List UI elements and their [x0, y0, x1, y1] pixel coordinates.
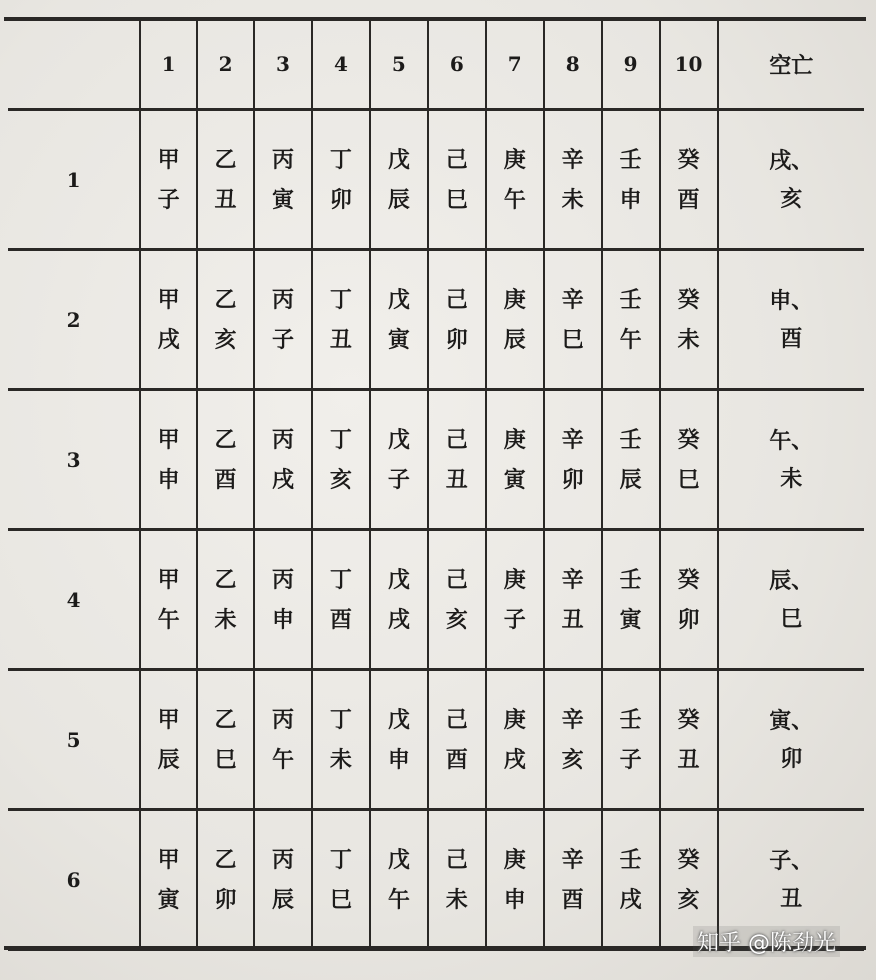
table-row: [8, 110, 864, 250]
earthly-branch: 寅: [619, 606, 642, 633]
earthly-branch: 辰: [271, 886, 294, 913]
jiazi-cell: [428, 670, 486, 810]
kongwang-branch: 卯: [780, 745, 803, 772]
jiazi-cell: [602, 110, 660, 250]
earthly-branch: 辰: [157, 746, 180, 773]
earthly-branch: 亥: [329, 466, 352, 493]
jiazi-cell: [312, 530, 370, 670]
jiazi-cell: [140, 390, 197, 530]
earthly-branch: 亥: [445, 606, 468, 633]
jiazi-cell: [660, 250, 718, 390]
jiazi-cell: [140, 530, 197, 670]
column-header: 6: [428, 20, 486, 110]
column-header: 7: [486, 20, 544, 110]
jiazi-cell: [140, 110, 197, 250]
heavenly-stem: 甲: [157, 846, 180, 873]
kongwang-branch: 子、: [769, 847, 814, 874]
jiazi-cell: [544, 250, 602, 390]
earthly-branch: 卯: [214, 886, 237, 913]
heavenly-stem: 戊: [387, 846, 410, 873]
heavenly-stem: 丙: [271, 426, 294, 453]
earthly-branch: 午: [503, 186, 526, 213]
kongwang-branch: 午、: [769, 427, 814, 454]
jiazi-cell: [370, 110, 428, 250]
jiazi-cell: [544, 110, 602, 250]
row-number: 4: [8, 530, 140, 670]
heavenly-stem: 辛: [561, 426, 584, 453]
jiazi-cell: [370, 390, 428, 530]
heavenly-stem: 甲: [157, 566, 180, 593]
earthly-branch: 戌: [503, 746, 526, 773]
heavenly-stem: 庚: [503, 426, 526, 453]
jiazi-cell: [544, 530, 602, 670]
heavenly-stem: 乙: [214, 566, 237, 593]
jiazi-cell: [254, 530, 312, 670]
jiazi-cell: [254, 810, 312, 950]
heavenly-stem: 丙: [271, 566, 294, 593]
heavenly-stem: 丙: [271, 146, 294, 173]
earthly-branch: 巳: [329, 886, 352, 913]
heavenly-stem: 庚: [503, 286, 526, 313]
jiazi-cell: [602, 670, 660, 810]
heavenly-stem: 丁: [329, 706, 352, 733]
earthly-branch: 申: [503, 886, 526, 913]
jiazi-cell: [486, 390, 544, 530]
jiazi-cell: [370, 810, 428, 950]
earthly-branch: 巳: [445, 186, 468, 213]
kongwang-cell: [718, 530, 865, 670]
jiazi-cell: [312, 110, 370, 250]
row-number: 2: [8, 250, 140, 390]
jiazi-cell: [544, 390, 602, 530]
jiazi-cell: [197, 810, 254, 950]
heavenly-stem: 己: [445, 426, 468, 453]
heavenly-stem: 丙: [271, 286, 294, 313]
heavenly-stem: 戊: [387, 426, 410, 453]
earthly-branch: 午: [619, 326, 642, 353]
jiazi-cell: [312, 250, 370, 390]
kongwang-header: 空亡: [718, 20, 865, 110]
heavenly-stem: 癸: [677, 146, 700, 173]
heavenly-stem: 丁: [329, 566, 352, 593]
column-header: 8: [544, 20, 602, 110]
jiazi-cell: [602, 250, 660, 390]
heavenly-stem: 辛: [561, 146, 584, 173]
heavenly-stem: 甲: [157, 426, 180, 453]
kongwang-branch: 巳: [780, 605, 803, 632]
jiazi-cell: [602, 390, 660, 530]
earthly-branch: 丑: [214, 186, 237, 213]
jiazi-cell: [140, 250, 197, 390]
jiazi-cell: [370, 250, 428, 390]
heavenly-stem: 丁: [329, 426, 352, 453]
jiazi-cell: [602, 810, 660, 950]
row-number: 6: [8, 810, 140, 950]
earthly-branch: 巳: [214, 746, 237, 773]
jiazi-cell: [428, 810, 486, 950]
column-header: 10: [660, 20, 718, 110]
earthly-branch: 申: [157, 466, 180, 493]
earthly-branch: 卯: [561, 466, 584, 493]
earthly-branch: 午: [157, 606, 180, 633]
jiazi-cell: [197, 390, 254, 530]
heavenly-stem: 戊: [387, 286, 410, 313]
heavenly-stem: 癸: [677, 286, 700, 313]
heavenly-stem: 壬: [619, 286, 642, 313]
earthly-branch: 未: [561, 186, 584, 213]
jiazi-cell: [486, 530, 544, 670]
kongwang-cell: [718, 250, 865, 390]
earthly-branch: 午: [271, 746, 294, 773]
heavenly-stem: 甲: [157, 286, 180, 313]
earthly-branch: 辰: [503, 326, 526, 353]
heavenly-stem: 己: [445, 846, 468, 873]
row-number: 1: [8, 110, 140, 250]
heavenly-stem: 丁: [329, 146, 352, 173]
earthly-branch: 丑: [329, 326, 352, 353]
earthly-branch: 寅: [157, 886, 180, 913]
kongwang-branch: 寅、: [769, 707, 814, 734]
kongwang-branch: 亥: [780, 185, 803, 212]
heavenly-stem: 壬: [619, 846, 642, 873]
jiazi-cell: [197, 530, 254, 670]
earthly-branch: 寅: [271, 186, 294, 213]
heavenly-stem: 丙: [271, 846, 294, 873]
jiazi-cell: [660, 530, 718, 670]
heavenly-stem: 戊: [387, 146, 410, 173]
earthly-branch: 亥: [214, 326, 237, 353]
earthly-branch: 酉: [214, 466, 237, 493]
column-header: 1: [140, 20, 197, 110]
earthly-branch: 辰: [619, 466, 642, 493]
heavenly-stem: 乙: [214, 706, 237, 733]
earthly-branch: 酉: [445, 746, 468, 773]
earthly-branch: 申: [619, 186, 642, 213]
jiazi-cell: [428, 390, 486, 530]
earthly-branch: 亥: [561, 746, 584, 773]
kongwang-branch: 辰、: [769, 567, 814, 594]
jiazi-cell: [486, 250, 544, 390]
kongwang-branch: 申、: [769, 287, 814, 314]
kongwang-cell: [718, 670, 865, 810]
table-row: [8, 390, 864, 530]
earthly-branch: 寅: [503, 466, 526, 493]
earthly-branch: 丑: [677, 746, 700, 773]
kongwang-cell: [718, 110, 865, 250]
earthly-branch: 酉: [329, 606, 352, 633]
earthly-branch: 丑: [561, 606, 584, 633]
jiazi-cell: [486, 810, 544, 950]
table-row: [8, 250, 864, 390]
jiazi-cell: [254, 110, 312, 250]
column-header: 5: [370, 20, 428, 110]
jiazi-cell: [660, 390, 718, 530]
earthly-branch: 巳: [561, 326, 584, 353]
heavenly-stem: 庚: [503, 706, 526, 733]
heavenly-stem: 癸: [677, 566, 700, 593]
heavenly-stem: 乙: [214, 426, 237, 453]
earthly-branch: 丑: [445, 466, 468, 493]
jiazi-cell: [312, 810, 370, 950]
earthly-branch: 未: [445, 886, 468, 913]
heavenly-stem: 庚: [503, 846, 526, 873]
watermark: 知乎 @陈劲光: [693, 926, 840, 957]
earthly-branch: 亥: [677, 886, 700, 913]
heavenly-stem: 己: [445, 566, 468, 593]
heavenly-stem: 甲: [157, 706, 180, 733]
heavenly-stem: 辛: [561, 846, 584, 873]
earthly-branch: 子: [271, 326, 294, 353]
row-number: 5: [8, 670, 140, 810]
column-header: 9: [602, 20, 660, 110]
heavenly-stem: 辛: [561, 566, 584, 593]
heavenly-stem: 庚: [503, 146, 526, 173]
heavenly-stem: 辛: [561, 286, 584, 313]
heavenly-stem: 壬: [619, 146, 642, 173]
table-row: [8, 530, 864, 670]
heavenly-stem: 甲: [157, 146, 180, 173]
earthly-branch: 未: [677, 326, 700, 353]
jiazi-cell: [486, 670, 544, 810]
earthly-branch: 子: [387, 466, 410, 493]
jiazi-cell: [602, 530, 660, 670]
jiazi-cell: [660, 110, 718, 250]
kongwang-branch: 酉: [780, 325, 803, 352]
earthly-branch: 卯: [445, 326, 468, 353]
row-number: 3: [8, 390, 140, 530]
heavenly-stem: 癸: [677, 846, 700, 873]
jiazi-cell: [254, 670, 312, 810]
jiazi-cell: [370, 530, 428, 670]
heavenly-stem: 己: [445, 146, 468, 173]
heavenly-stem: 丙: [271, 706, 294, 733]
kongwang-branch: 丑: [780, 885, 803, 912]
heavenly-stem: 戊: [387, 706, 410, 733]
heavenly-stem: 乙: [214, 846, 237, 873]
earthly-branch: 未: [214, 606, 237, 633]
earthly-branch: 卯: [329, 186, 352, 213]
jiazi-cell: [544, 810, 602, 950]
earthly-branch: 巳: [677, 466, 700, 493]
earthly-branch: 戌: [271, 466, 294, 493]
heavenly-stem: 己: [445, 706, 468, 733]
heavenly-stem: 壬: [619, 706, 642, 733]
column-header: 3: [254, 20, 312, 110]
jiazi-cell: [312, 670, 370, 810]
corner-cell: [8, 20, 140, 110]
heavenly-stem: 丁: [329, 286, 352, 313]
earthly-branch: 申: [387, 746, 410, 773]
earthly-branch: 酉: [677, 186, 700, 213]
column-header: 2: [197, 20, 254, 110]
earthly-branch: 未: [329, 746, 352, 773]
jiazi-cell: [254, 390, 312, 530]
jiazi-cell: [428, 110, 486, 250]
jiazi-cell: [197, 670, 254, 810]
earthly-branch: 午: [387, 886, 410, 913]
earthly-branch: 戌: [619, 886, 642, 913]
heavenly-stem: 乙: [214, 146, 237, 173]
jiazi-cell: [197, 250, 254, 390]
jiazi-cell: [660, 670, 718, 810]
jiazi-cell: [140, 810, 197, 950]
jiazi-cell: [428, 530, 486, 670]
heavenly-stem: 乙: [214, 286, 237, 313]
earthly-branch: 酉: [561, 886, 584, 913]
heavenly-stem: 己: [445, 286, 468, 313]
sixty-jiazi-table: [8, 20, 864, 951]
earthly-branch: 卯: [677, 606, 700, 633]
kongwang-branch: 戌、: [769, 147, 814, 174]
jiazi-cell: [140, 670, 197, 810]
column-header: 4: [312, 20, 370, 110]
jiazi-cell: [486, 110, 544, 250]
jiazi-cell: [254, 250, 312, 390]
header-row: [8, 20, 864, 110]
earthly-branch: 戌: [157, 326, 180, 353]
kongwang-branch: 未: [780, 465, 803, 492]
heavenly-stem: 辛: [561, 706, 584, 733]
heavenly-stem: 丁: [329, 846, 352, 873]
heavenly-stem: 癸: [677, 706, 700, 733]
earthly-branch: 申: [271, 606, 294, 633]
earthly-branch: 子: [619, 746, 642, 773]
jiazi-cell: [544, 670, 602, 810]
earthly-branch: 辰: [387, 186, 410, 213]
jiazi-cell: [370, 670, 428, 810]
table-row: [8, 670, 864, 810]
heavenly-stem: 癸: [677, 426, 700, 453]
heavenly-stem: 戊: [387, 566, 410, 593]
earthly-branch: 子: [503, 606, 526, 633]
heavenly-stem: 壬: [619, 426, 642, 453]
kongwang-cell: [718, 390, 865, 530]
earthly-branch: 子: [157, 186, 180, 213]
jiazi-cell: [197, 110, 254, 250]
jiazi-cell: [312, 390, 370, 530]
heavenly-stem: 壬: [619, 566, 642, 593]
earthly-branch: 戌: [387, 606, 410, 633]
earthly-branch: 寅: [387, 326, 410, 353]
heavenly-stem: 庚: [503, 566, 526, 593]
jiazi-cell: [428, 250, 486, 390]
